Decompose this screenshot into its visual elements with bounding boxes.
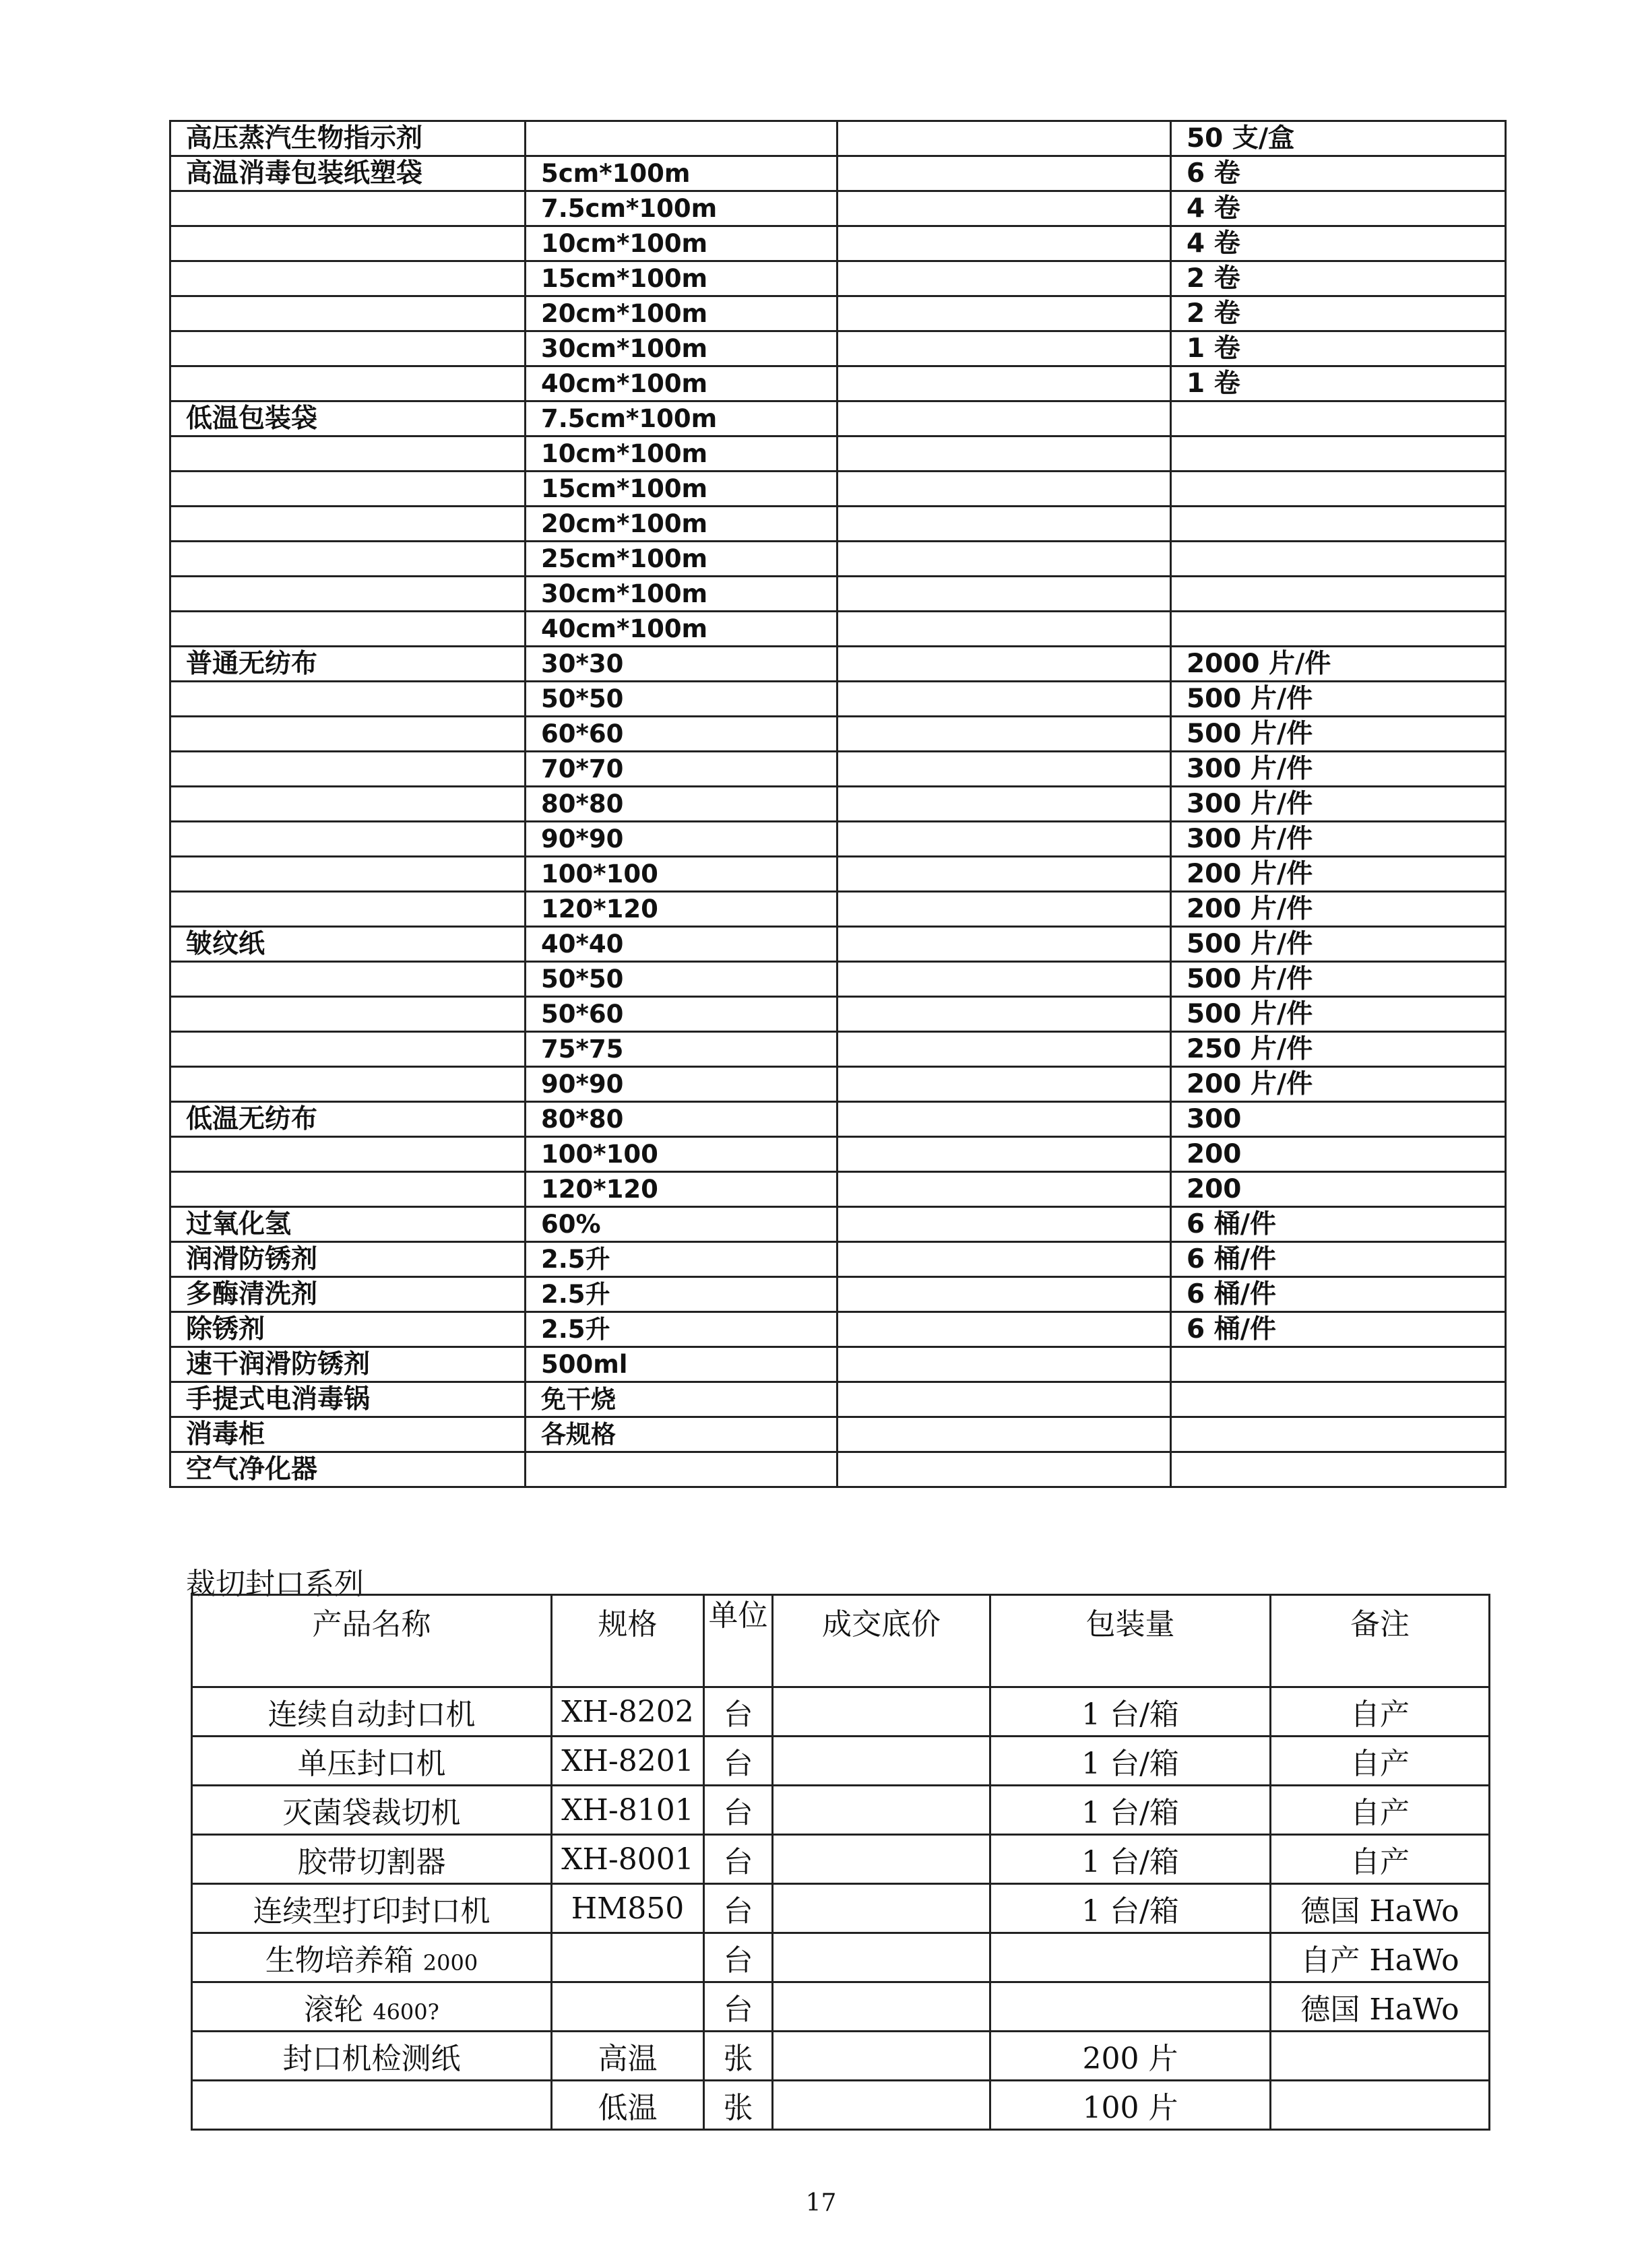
pack-cell: 100 片 bbox=[990, 2081, 1271, 2130]
pack-cell: 6 卷 bbox=[1171, 156, 1506, 191]
product-name-cell bbox=[170, 682, 526, 717]
spec-cell: 50*50 bbox=[526, 682, 838, 717]
spec-cell: 70*70 bbox=[526, 752, 838, 787]
spec-cell: 5cm*100m bbox=[526, 156, 838, 191]
price-cell bbox=[838, 472, 1171, 507]
pack-cell: 1 台/箱 bbox=[990, 1835, 1271, 1884]
pack-cell: 500 片/件 bbox=[1171, 682, 1506, 717]
unit-cell: 台 bbox=[704, 1687, 773, 1737]
note-cell: 德国 HaWo bbox=[1271, 1982, 1490, 2032]
table-row bbox=[170, 156, 1506, 191]
product-name-cell bbox=[192, 1982, 552, 2032]
product-name: 生物培养箱 bbox=[265, 1943, 414, 1978]
price-cell bbox=[838, 121, 1171, 156]
pack-cell bbox=[1171, 401, 1506, 436]
product-name-cell bbox=[192, 2081, 552, 2130]
price-cell bbox=[838, 892, 1171, 927]
product-name-cell bbox=[170, 191, 526, 226]
product-name-suffix: 2000 bbox=[422, 1950, 478, 1976]
pack-cell: 1 台/箱 bbox=[990, 1737, 1271, 1786]
table-row bbox=[170, 1207, 1506, 1242]
table-row bbox=[170, 1452, 1506, 1487]
spec-cell: 100*100 bbox=[526, 1137, 838, 1172]
pack-cell: 200 片/件 bbox=[1171, 892, 1506, 927]
pack-cell: 4 卷 bbox=[1171, 226, 1506, 261]
table-row bbox=[170, 612, 1506, 647]
note-cell: 自产 bbox=[1271, 1835, 1490, 1884]
product-name-cell bbox=[170, 542, 526, 577]
table-row bbox=[170, 1417, 1506, 1452]
spec-cell: 50*50 bbox=[526, 962, 838, 997]
table-row bbox=[170, 331, 1506, 366]
spec-cell: 50*60 bbox=[526, 997, 838, 1032]
spec-cell: 10cm*100m bbox=[526, 436, 838, 472]
product-name-cell bbox=[192, 1737, 552, 1786]
unit-cell: 台 bbox=[704, 1786, 773, 1835]
pack-cell: 200 bbox=[1171, 1172, 1506, 1207]
table-row bbox=[170, 822, 1506, 857]
header-pack: 包装量 bbox=[990, 1595, 1271, 1687]
pack-cell: 500 片/件 bbox=[1171, 717, 1506, 752]
spec-cell: 25cm*100m bbox=[526, 542, 838, 577]
pack-cell: 500 片/件 bbox=[1171, 997, 1506, 1032]
header-price: 成交底价 bbox=[773, 1595, 990, 1687]
product-name: 单压封口机 bbox=[297, 1747, 446, 1781]
price-cell bbox=[838, 857, 1171, 892]
pack-cell: 500 片/件 bbox=[1171, 962, 1506, 997]
spec-cell: 30cm*100m bbox=[526, 331, 838, 366]
price-cell bbox=[838, 261, 1171, 296]
spec-cell: 40cm*100m bbox=[526, 612, 838, 647]
price-cell bbox=[773, 1982, 990, 2032]
price-cell bbox=[838, 226, 1171, 261]
product-name-cell: 低温包装袋 bbox=[170, 401, 526, 436]
spec-cell: HM850 bbox=[552, 1884, 704, 1933]
price-cell bbox=[838, 1347, 1171, 1382]
pack-cell: 200 片/件 bbox=[1171, 1067, 1506, 1102]
product-name-cell: 除锈剂 bbox=[170, 1312, 526, 1347]
spec-cell: 各规格 bbox=[526, 1417, 838, 1452]
pack-cell bbox=[1171, 1382, 1506, 1417]
spec-cell: XH-8201 bbox=[552, 1737, 704, 1786]
table-row bbox=[170, 296, 1506, 331]
price-cell bbox=[838, 752, 1171, 787]
header-unit: 单位 bbox=[704, 1595, 773, 1687]
table-row bbox=[192, 1933, 1490, 1982]
spec-cell: 120*120 bbox=[526, 1172, 838, 1207]
table-row bbox=[170, 1347, 1506, 1382]
product-name: 灭菌袋裁切机 bbox=[282, 1796, 461, 1830]
spec-cell: 免干烧 bbox=[526, 1382, 838, 1417]
sealing-products-table bbox=[191, 1594, 1490, 2131]
spec-cell: 90*90 bbox=[526, 822, 838, 857]
pack-cell: 300 片/件 bbox=[1171, 752, 1506, 787]
price-cell bbox=[838, 962, 1171, 997]
price-cell bbox=[838, 542, 1171, 577]
product-name-cell: 普通无纺布 bbox=[170, 647, 526, 682]
pack-cell: 6 桶/件 bbox=[1171, 1312, 1506, 1347]
spec-cell: 低温 bbox=[552, 2081, 704, 2130]
table-row bbox=[170, 1277, 1506, 1312]
product-name-cell bbox=[170, 1137, 526, 1172]
spec-cell: 75*75 bbox=[526, 1032, 838, 1067]
table-row bbox=[170, 1137, 1506, 1172]
table-row bbox=[192, 1786, 1490, 1835]
product-name-cell: 过氧化氢 bbox=[170, 1207, 526, 1242]
price-cell bbox=[838, 191, 1171, 226]
note-cell: 德国 HaWo bbox=[1271, 1884, 1490, 1933]
table-row bbox=[170, 752, 1506, 787]
table-row bbox=[170, 1242, 1506, 1277]
product-name-cell: 多酶清洗剂 bbox=[170, 1277, 526, 1312]
spec-cell: 60% bbox=[526, 1207, 838, 1242]
product-name-cell: 低温无纺布 bbox=[170, 1102, 526, 1137]
note-cell bbox=[1271, 2032, 1490, 2081]
pack-cell: 1 卷 bbox=[1171, 331, 1506, 366]
spec-cell: 80*80 bbox=[526, 787, 838, 822]
sterilization-products-table bbox=[169, 120, 1507, 1488]
spec-cell: 120*120 bbox=[526, 892, 838, 927]
price-cell bbox=[838, 436, 1171, 472]
unit-cell: 台 bbox=[704, 1933, 773, 1982]
spec-cell: 20cm*100m bbox=[526, 296, 838, 331]
price-cell bbox=[773, 1933, 990, 1982]
product-name-cell: 高压蒸汽生物指示剂 bbox=[170, 121, 526, 156]
pack-cell: 1 卷 bbox=[1171, 366, 1506, 401]
table-row bbox=[170, 927, 1506, 962]
product-name-cell bbox=[192, 1835, 552, 1884]
product-name-cell bbox=[170, 507, 526, 542]
spec-cell bbox=[552, 1933, 704, 1982]
spec-cell: XH-8101 bbox=[552, 1786, 704, 1835]
table-row bbox=[170, 1067, 1506, 1102]
spec-cell: 100*100 bbox=[526, 857, 838, 892]
table-row bbox=[170, 787, 1506, 822]
spec-cell: 2.5升 bbox=[526, 1312, 838, 1347]
price-cell bbox=[773, 2032, 990, 2081]
product-name-suffix: 4600? bbox=[373, 1999, 439, 2025]
spec-cell: 7.5cm*100m bbox=[526, 401, 838, 436]
spec-cell: 10cm*100m bbox=[526, 226, 838, 261]
table-row bbox=[170, 1172, 1506, 1207]
pack-cell: 2000 片/件 bbox=[1171, 647, 1506, 682]
table-row bbox=[170, 261, 1506, 296]
pack-cell: 300 bbox=[1171, 1102, 1506, 1137]
sealing-products-body bbox=[192, 1687, 1490, 2130]
table-row bbox=[170, 857, 1506, 892]
product-name-cell bbox=[170, 857, 526, 892]
spec-cell: 20cm*100m bbox=[526, 507, 838, 542]
product-name: 连续自动封口机 bbox=[267, 1697, 476, 1732]
product-name-cell bbox=[170, 822, 526, 857]
product-name-cell bbox=[170, 612, 526, 647]
price-cell bbox=[773, 1687, 990, 1737]
price-cell bbox=[838, 682, 1171, 717]
spec-cell: 80*80 bbox=[526, 1102, 838, 1137]
product-name-cell bbox=[170, 577, 526, 612]
table-header-row bbox=[192, 1595, 1490, 1687]
product-name-cell bbox=[192, 1933, 552, 1982]
table-row bbox=[170, 1032, 1506, 1067]
pack-cell bbox=[1171, 1417, 1506, 1452]
price-cell bbox=[838, 822, 1171, 857]
unit-cell: 台 bbox=[704, 1982, 773, 2032]
price-cell bbox=[838, 1242, 1171, 1277]
spec-cell bbox=[526, 121, 838, 156]
product-name-cell: 高温消毒包装纸塑袋 bbox=[170, 156, 526, 191]
spec-cell: 30*30 bbox=[526, 647, 838, 682]
price-cell bbox=[838, 507, 1171, 542]
price-cell bbox=[838, 1067, 1171, 1102]
product-name-cell bbox=[170, 436, 526, 472]
product-name-cell bbox=[170, 472, 526, 507]
pack-cell bbox=[1171, 577, 1506, 612]
price-cell bbox=[838, 1312, 1171, 1347]
table-row bbox=[170, 472, 1506, 507]
sterilization-products-body bbox=[170, 121, 1506, 1487]
header-name: 产品名称 bbox=[192, 1595, 552, 1687]
table-row bbox=[170, 1382, 1506, 1417]
pack-cell: 500 片/件 bbox=[1171, 927, 1506, 962]
pack-cell: 6 桶/件 bbox=[1171, 1277, 1506, 1312]
table-row bbox=[170, 1312, 1506, 1347]
product-name-cell bbox=[170, 331, 526, 366]
price-cell bbox=[838, 717, 1171, 752]
product-name-cell bbox=[170, 892, 526, 927]
product-name-cell bbox=[170, 1032, 526, 1067]
product-name-cell: 润滑防锈剂 bbox=[170, 1242, 526, 1277]
table-row bbox=[192, 1737, 1490, 1786]
price-cell bbox=[773, 1737, 990, 1786]
price-cell bbox=[838, 787, 1171, 822]
note-cell: 自产 bbox=[1271, 1687, 1490, 1737]
product-name-cell bbox=[170, 296, 526, 331]
price-cell bbox=[838, 647, 1171, 682]
pack-cell: 1 台/箱 bbox=[990, 1884, 1271, 1933]
spec-cell: 15cm*100m bbox=[526, 472, 838, 507]
price-cell bbox=[773, 1835, 990, 1884]
spec-cell: 30cm*100m bbox=[526, 577, 838, 612]
price-cell bbox=[838, 1137, 1171, 1172]
spec-cell bbox=[526, 1452, 838, 1487]
product-name-cell bbox=[170, 997, 526, 1032]
unit-cell: 台 bbox=[704, 1835, 773, 1884]
pack-cell: 250 片/件 bbox=[1171, 1032, 1506, 1067]
pack-cell: 1 台/箱 bbox=[990, 1786, 1271, 1835]
unit-cell: 张 bbox=[704, 2032, 773, 2081]
price-cell bbox=[838, 401, 1171, 436]
table-row bbox=[170, 962, 1506, 997]
spec-cell: 15cm*100m bbox=[526, 261, 838, 296]
table-row bbox=[192, 2081, 1490, 2130]
pack-cell bbox=[1171, 507, 1506, 542]
pack-cell: 4 卷 bbox=[1171, 191, 1506, 226]
header-note: 备注 bbox=[1271, 1595, 1490, 1687]
table-row bbox=[170, 1102, 1506, 1137]
product-name-cell: 手提式电消毒锅 bbox=[170, 1382, 526, 1417]
price-cell bbox=[838, 927, 1171, 962]
pack-cell: 2 卷 bbox=[1171, 261, 1506, 296]
pack-cell: 6 桶/件 bbox=[1171, 1242, 1506, 1277]
spec-cell: 60*60 bbox=[526, 717, 838, 752]
product-name-cell bbox=[170, 787, 526, 822]
price-cell bbox=[838, 331, 1171, 366]
spec-cell: 90*90 bbox=[526, 1067, 838, 1102]
price-cell bbox=[838, 1452, 1171, 1487]
price-cell bbox=[838, 1417, 1171, 1452]
spec-cell: 40*40 bbox=[526, 927, 838, 962]
table-row bbox=[170, 226, 1506, 261]
table-row bbox=[170, 647, 1506, 682]
pack-cell bbox=[1171, 612, 1506, 647]
price-cell bbox=[838, 366, 1171, 401]
pack-cell: 200 bbox=[1171, 1137, 1506, 1172]
product-name-cell bbox=[170, 962, 526, 997]
section-title: 裁切封口系列 bbox=[186, 1567, 364, 1601]
spec-cell: 2.5升 bbox=[526, 1242, 838, 1277]
price-cell bbox=[838, 577, 1171, 612]
product-name-cell: 速干润滑防锈剂 bbox=[170, 1347, 526, 1382]
table-row bbox=[170, 892, 1506, 927]
table-row bbox=[170, 717, 1506, 752]
spec-cell: 7.5cm*100m bbox=[526, 191, 838, 226]
price-cell bbox=[838, 612, 1171, 647]
product-name-cell: 消毒柜 bbox=[170, 1417, 526, 1452]
table-row bbox=[192, 2032, 1490, 2081]
price-cell bbox=[838, 1207, 1171, 1242]
price-cell bbox=[773, 1884, 990, 1933]
pack-cell bbox=[1171, 542, 1506, 577]
pack-cell: 1 台/箱 bbox=[990, 1687, 1271, 1737]
table-row bbox=[192, 1835, 1490, 1884]
table-row bbox=[170, 366, 1506, 401]
table-row bbox=[170, 191, 1506, 226]
price-cell bbox=[773, 1786, 990, 1835]
price-cell bbox=[773, 2081, 990, 2130]
price-cell bbox=[838, 1032, 1171, 1067]
pack-cell: 200 片 bbox=[990, 2032, 1271, 2081]
product-name: 连续型打印封口机 bbox=[253, 1894, 491, 1929]
price-cell bbox=[838, 1277, 1171, 1312]
price-cell bbox=[838, 1382, 1171, 1417]
product-name-cell bbox=[192, 2032, 552, 2081]
unit-cell: 台 bbox=[704, 1884, 773, 1933]
note-cell bbox=[1271, 2081, 1490, 2130]
unit-cell: 台 bbox=[704, 1737, 773, 1786]
pack-cell bbox=[990, 1933, 1271, 1982]
price-cell bbox=[838, 1102, 1171, 1137]
product-name-cell bbox=[170, 226, 526, 261]
table-row bbox=[170, 682, 1506, 717]
product-name-cell bbox=[170, 366, 526, 401]
pack-cell bbox=[1171, 1347, 1506, 1382]
product-name-cell bbox=[170, 261, 526, 296]
price-cell bbox=[838, 156, 1171, 191]
pack-cell: 2 卷 bbox=[1171, 296, 1506, 331]
pack-cell: 200 片/件 bbox=[1171, 857, 1506, 892]
spec-cell bbox=[552, 1982, 704, 2032]
table-row bbox=[170, 542, 1506, 577]
note-cell: 自产 bbox=[1271, 1786, 1490, 1835]
spec-cell: 2.5升 bbox=[526, 1277, 838, 1312]
price-cell bbox=[838, 997, 1171, 1032]
pack-cell: 50 支/盒 bbox=[1171, 121, 1506, 156]
pack-cell bbox=[1171, 472, 1506, 507]
product-name-cell bbox=[192, 1687, 552, 1737]
pack-cell bbox=[990, 1982, 1271, 2032]
product-name-cell bbox=[170, 1067, 526, 1102]
product-name-cell bbox=[192, 1884, 552, 1933]
product-name: 胶带切割器 bbox=[297, 1845, 446, 1879]
table-row bbox=[170, 121, 1506, 156]
spec-cell: 高温 bbox=[552, 2032, 704, 2081]
header-spec: 规格 bbox=[552, 1595, 704, 1687]
table-row bbox=[170, 401, 1506, 436]
spec-cell: 500ml bbox=[526, 1347, 838, 1382]
spec-cell: XH-8001 bbox=[552, 1835, 704, 1884]
table-row bbox=[192, 1982, 1490, 2032]
pack-cell bbox=[1171, 436, 1506, 472]
unit-cell: 张 bbox=[704, 2081, 773, 2130]
table-row bbox=[192, 1884, 1490, 1933]
product-name: 滚轮 bbox=[304, 1992, 364, 2027]
product-name-cell: 空气净化器 bbox=[170, 1452, 526, 1487]
product-name-cell bbox=[170, 717, 526, 752]
spec-cell: XH-8202 bbox=[552, 1687, 704, 1737]
table-row bbox=[170, 507, 1506, 542]
note-cell: 自产 HaWo bbox=[1271, 1933, 1490, 1982]
product-name-cell bbox=[170, 1172, 526, 1207]
price-cell bbox=[838, 296, 1171, 331]
pack-cell: 300 片/件 bbox=[1171, 787, 1506, 822]
table-row bbox=[170, 997, 1506, 1032]
product-name: 封口机检测纸 bbox=[282, 2042, 461, 2076]
pack-cell: 6 桶/件 bbox=[1171, 1207, 1506, 1242]
table-row bbox=[170, 577, 1506, 612]
table-row bbox=[170, 436, 1506, 472]
pack-cell bbox=[1171, 1452, 1506, 1487]
product-name-cell: 皱纹纸 bbox=[170, 927, 526, 962]
pack-cell: 300 片/件 bbox=[1171, 822, 1506, 857]
page-number: 17 bbox=[805, 2189, 837, 2217]
product-name-cell bbox=[192, 1786, 552, 1835]
note-cell: 自产 bbox=[1271, 1737, 1490, 1786]
product-name-cell bbox=[170, 752, 526, 787]
table-row bbox=[192, 1687, 1490, 1737]
price-cell bbox=[838, 1172, 1171, 1207]
spec-cell: 40cm*100m bbox=[526, 366, 838, 401]
